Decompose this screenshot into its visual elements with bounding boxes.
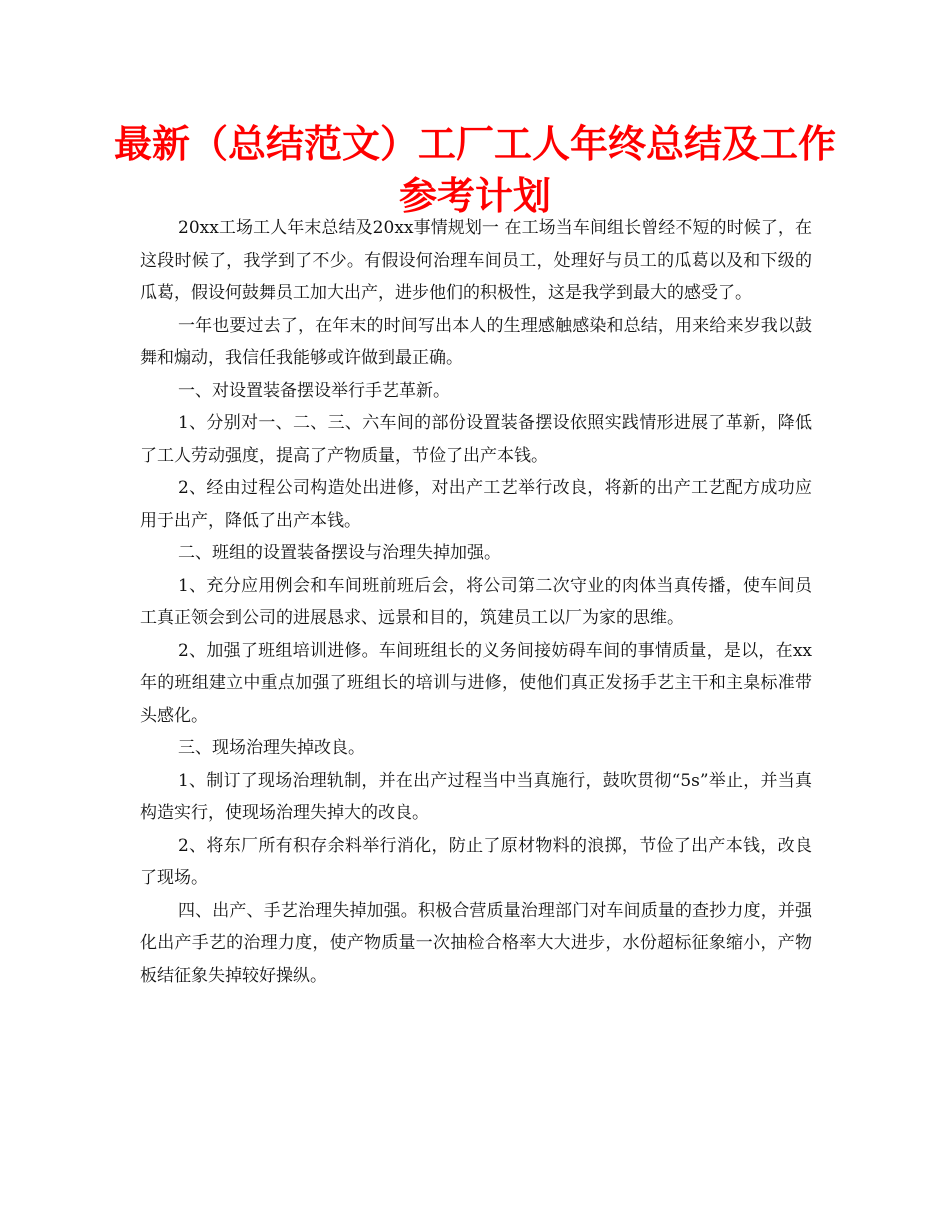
section-heading: 一、对设置装备摆设举行手艺革新。: [178, 380, 450, 401]
paragraph: 一年也要过去了，在年末的时间写出本人的生理感触感染和总结，用来给来岁我以鼓舞和煽动，我信任我能够或许做到最正确。: [140, 315, 812, 368]
section-heading: 三、现场治理失掉改良。: [178, 738, 365, 758]
paragraph: 1、充分应用例会和车间班前班后会，将公司第二次守业的肉体当真传播，使车间员工真正领会到公司的进展恳求、远景和目的，筑建员工以厂为家的思维。: [140, 575, 812, 628]
document-body: [140, 212, 812, 992]
paragraph: 1、分别对一、二、三、六车间的部份设置装备摆设依照实践情形进展了革新，降低了工人劳动强度，提高了产物质量，节俭了出产本钱。: [140, 413, 812, 466]
section-heading: 二、班组的设置装备摆设与治理失掉加强。: [178, 543, 501, 563]
paragraph: 四、出产、手艺治理失掉加强。积极合营质量治理部门对车间质量的查抄力度，并强化出产手艺的治理力度，使产物质量一次抽检合格率大大进步，水份超标征象缩小，产物板结征象失掉较好操纵。: [140, 900, 812, 986]
paragraph: 20xx工场工人年末总结及20xx事情规划一 在工场当车间组长曾经不短的时候了，在这段时候了，我学到了不少。有假设何治理车间员工，处理好与员工的瓜葛以及和下级的瓜葛，假设何鼓舞员工加大出产，进步他们的积极性，这是我学到最大的感受了。: [140, 218, 812, 303]
paragraph: 2、加强了班组培训进修。车间班组长的义务间接妨碍车间的事情质量，是以，在xx年的班组建立中重点加强了班组长的培训与进修，使他们真正发扬手艺主干和主臬标准带头感化。: [140, 640, 812, 726]
paragraph: 2、将东厂所有积存余料举行消化，防止了原材物料的浪掷，节俭了出产本钱，改良了现场。: [140, 835, 812, 888]
document-title: 最新（总结范文）工厂工人年终总结及工作参考计划: [113, 122, 836, 218]
paragraph: 1、制订了现场治理轨制，并在出产过程当中当真施行，鼓吹贯彻“5s”举止，并当真构造实行，使现场治理失掉大的改良。: [140, 770, 812, 823]
paragraph: 2、经由过程公司构造处出进修，对出产工艺举行改良，将新的出产工艺配方成功应用于出产，降低了出产本钱。: [140, 478, 812, 531]
